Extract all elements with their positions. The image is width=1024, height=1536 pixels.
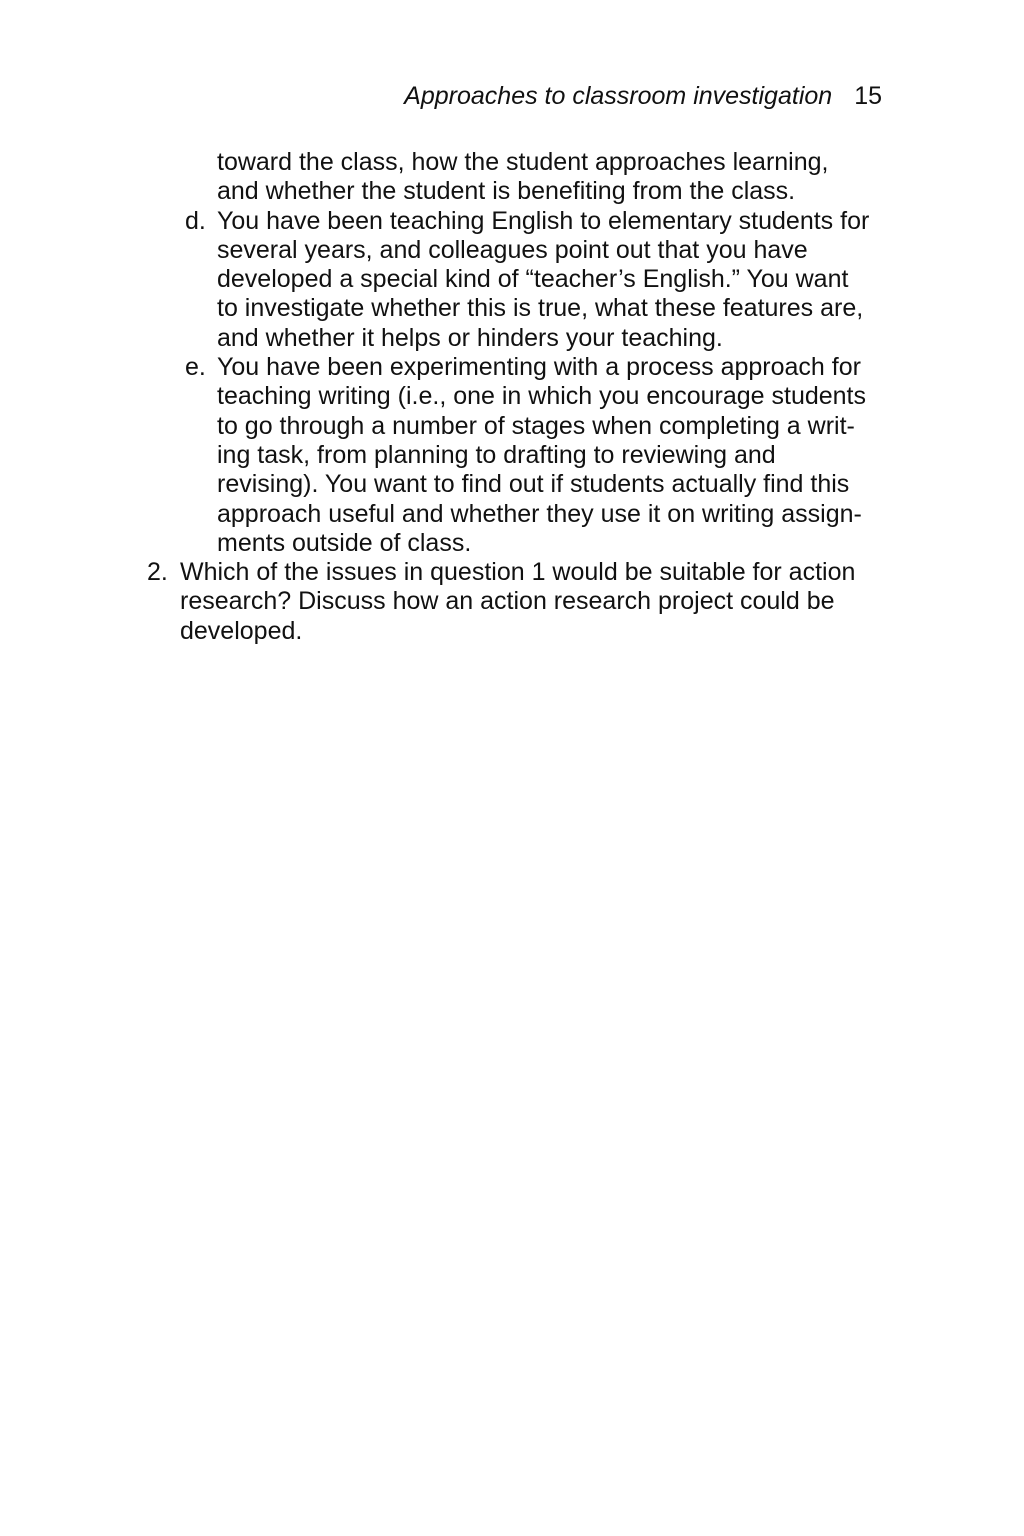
text-line: ments outside of class. (217, 528, 472, 557)
text-line: You have been teaching English to elementary students for (217, 206, 870, 235)
text-line: ing task, from planning to drafting to reviewing and (217, 440, 776, 469)
text-line: research? Discuss how an action research project could be (180, 587, 835, 616)
text-line: to investigate whether this is true, what these features are, (217, 294, 864, 323)
list-item-d (138, 207, 898, 353)
running-header (404, 80, 882, 112)
text-line: to go through a number of stages when completing a writ- (217, 411, 855, 440)
text-line: approach useful and whether they use it on writing assign- (217, 499, 862, 528)
running-header-title: Approaches to classroom investigation (404, 82, 833, 110)
list-item-e (138, 353, 898, 558)
text-line: toward the class, how the student approaches learning, (217, 148, 829, 176)
item-c-continuation (138, 148, 898, 207)
text-line: revising). You want to find out if students actually find this (217, 470, 850, 499)
list-item-label: d. (185, 206, 206, 235)
text-line: several years, and colleagues point out that you have (217, 235, 808, 264)
text-line: Which of the issues in question 1 would be suitable for action (180, 558, 856, 587)
text-line: and whether the student is benefiting from the class. (217, 177, 796, 206)
text-line: developed a special kind of “teacher’s English.” You want (217, 265, 849, 294)
text-line: teaching writing (i.e., one in which you encourage students (217, 382, 866, 411)
body-text (138, 148, 898, 646)
text-line: developed. (180, 616, 303, 645)
text-line: and whether it helps or hinders your teaching. (217, 323, 723, 352)
list-item-label: e. (185, 353, 206, 382)
question-number: 2. (147, 558, 168, 587)
page-number: 15 (854, 82, 882, 110)
question-2 (138, 558, 898, 646)
text-line: You have been experimenting with a process approach for (217, 353, 861, 382)
